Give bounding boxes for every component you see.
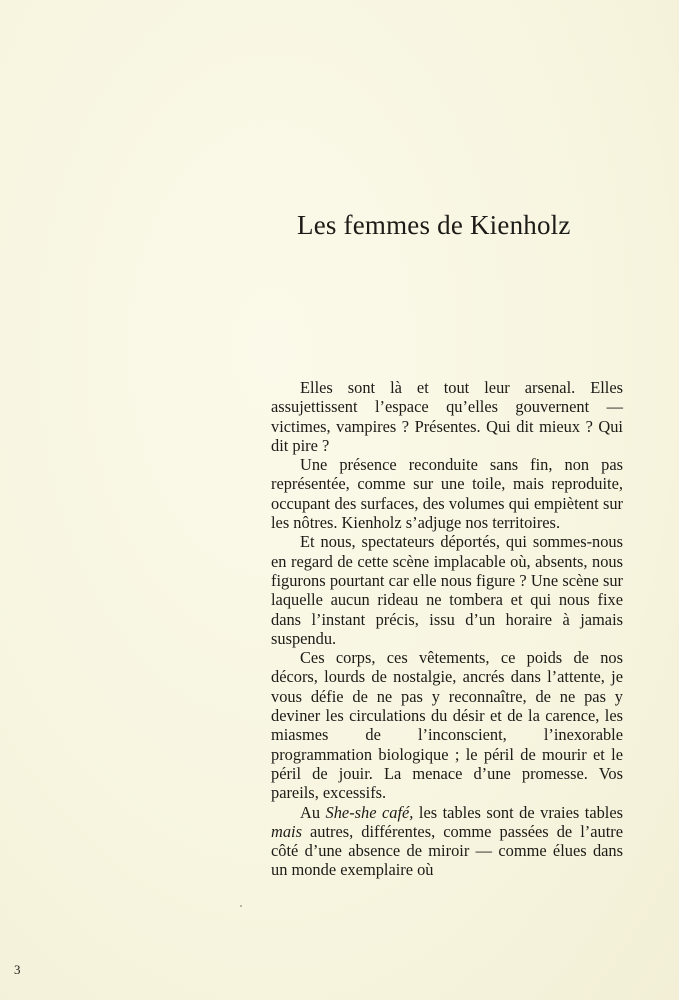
paragraph-5-italic-word: mais xyxy=(271,821,302,841)
page-title: Les femmes de Kienholz xyxy=(297,210,571,240)
page-number: 3 xyxy=(14,962,21,977)
paragraph-5-text-before: Au xyxy=(300,802,326,822)
paragraph-2: Une présence reconduite sans fin, non pas représentée, comme sur une toile, mais reproduite, occupant des surfaces, des volumes qui empiètent sur les nôtres. Kienholz s’adjuge nos territoires. xyxy=(271,455,623,533)
paragraph-5-italic-title: She-she café, xyxy=(325,802,414,822)
body-text xyxy=(271,378,623,880)
paragraph-5-text-middle: les tables sont de vraies tables xyxy=(413,802,623,822)
paragraph-4: Ces corps, ces vêtements, ce poids de nos décors, lourds de nostalgie, ancrés dans l’attente, je vous défie de ne pas y reconnaître, de ne pas y deviner les circulations du désir et de la carence, les miasmes de l’inconscient, l’inexorable programmation biologique ; le péril de mourir et le péril de jouir. La menace d’une promesse. Vos pareils, excessifs. xyxy=(271,648,623,803)
paragraph-5-text-after: autres, différentes, comme passées de l’autre côté d’une absence de miroir — comme élues dans un monde exemplaire où xyxy=(271,821,623,880)
paragraph-1: Elles sont là et tout leur arsenal. Elles assujettissent l’espace qu’elles gouvernent — victimes, vampires ? Présentes. Qui dit mieux ? Qui dit pire ? xyxy=(271,378,623,455)
paragraph-3: Et nous, spectateurs déportés, qui sommes-nous en regard de cette scène implacable où, absents, nous figurons pourtant car elle nous figure ? Une scène sur laquelle aucun rideau ne tombera et qui nous fixe dans l’instant précis, issu d’un horaire à jamais suspendu. xyxy=(271,532,623,648)
paragraph-5 xyxy=(271,803,623,880)
paper-speck xyxy=(240,905,242,907)
